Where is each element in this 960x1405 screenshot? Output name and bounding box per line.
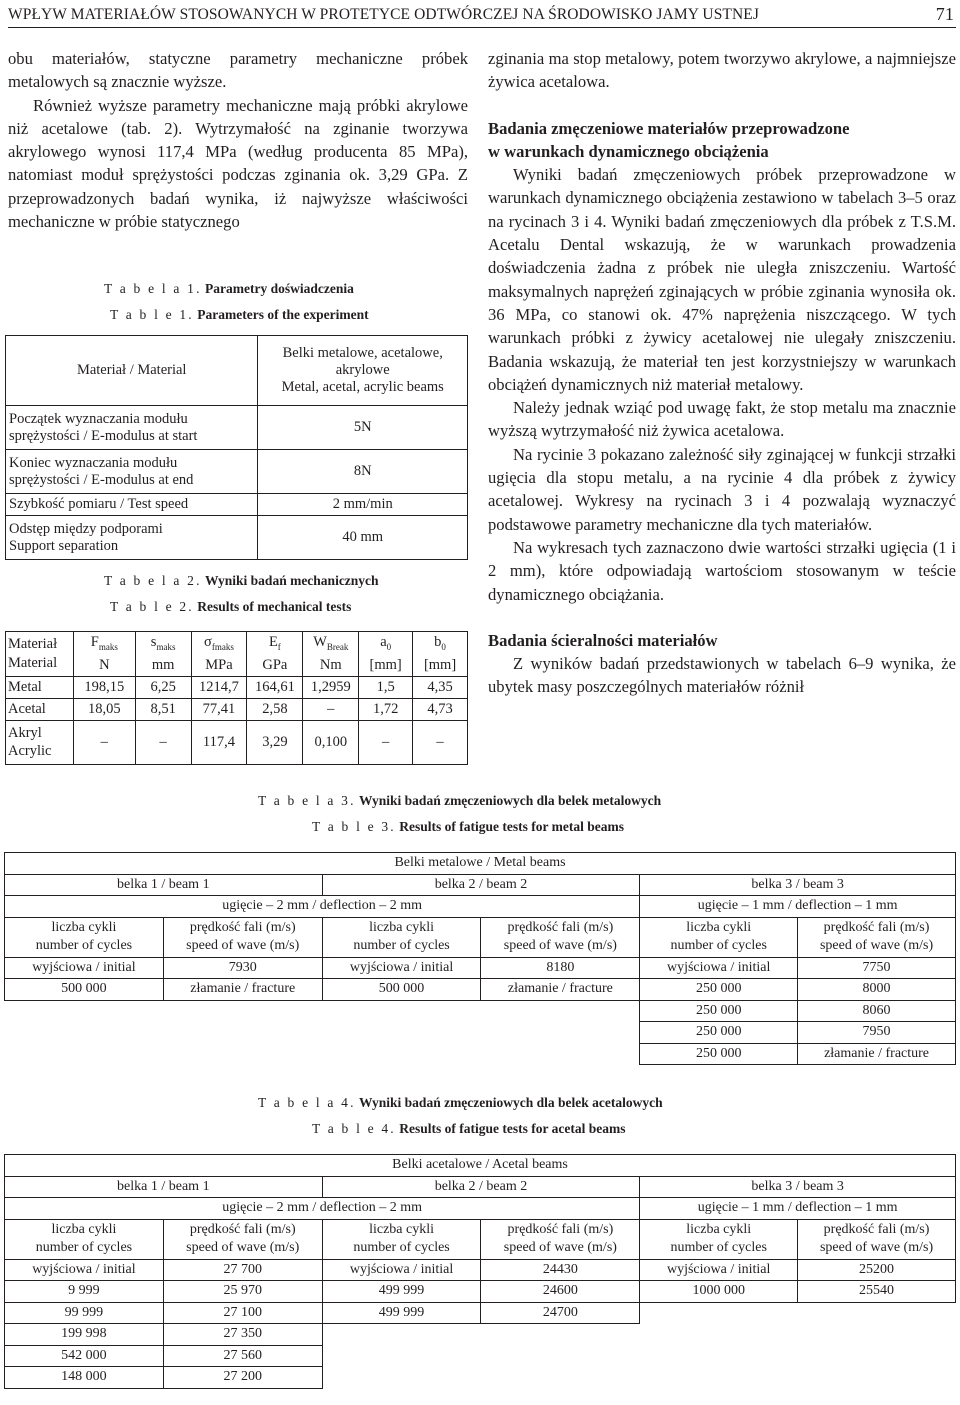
running-header xyxy=(8,3,956,28)
t2-head-f: $F_{maks}$ N xyxy=(73,632,135,677)
right-paragraph-3: Należy jednak wziąć pod uwagę fakt, że stop metalu ma znacznie wyższą wytrzymałość niż żywica acetalowa. xyxy=(488,398,956,441)
t4-beam1: belka 1 / beam 1 xyxy=(5,1176,323,1198)
t1-head-beams: Belki metalowe, acetalowe, akrylowe Metal, acetal, acrylic beams xyxy=(258,336,468,406)
t1-row-value: 40 mm xyxy=(258,516,468,560)
t1-row-value: 2 mm/min xyxy=(258,494,468,516)
page-number: 71 xyxy=(935,4,954,24)
header-title: WPŁYW MATERIAŁÓW STOSOWANYCH W PROTETYCE ODTWÓRCZEJ NA ŚRODOWISKO JAMY USTNEJ xyxy=(8,6,759,23)
table-1-parameters xyxy=(5,335,468,560)
table-2-mechanical xyxy=(5,631,468,765)
right-paragraph-5: Na wykresach tych zaznaczono dwie wartości strzałki ugięcia (1 i 2 mm), które odpowiadają wartościom stosowanym w teście dynamicznego obciążania. xyxy=(488,537,956,604)
heading-line-1: Badania zmęczeniowe materiałów przeprowadzone xyxy=(488,118,850,138)
right-paragraph-2: Wyniki badań zmęczeniowych próbek przeprowadzone w warunkach dynamicznego obciążenia zestawiono w tabelach 3–5 oraz na rycinach 3 i 4. Wyniki badań zmęczeniowych dla próbek z T.S.M. Acetalu Dental wskazują, że w warunkach prowadzenia doświadczenia żadna z próbek nie uległa zniszczeniu. Wartość maksymalnych naprężeń zginających w próbie zginania wynosiła ok. 36 MPa, co stanowi ok. 47% naprężenia niszczącego. W tych warunkach próbki z żywicy acetalowej nie ulegały zniszczeniu. Badania wskazują, że materiał ten jest korzystniejszy w warunkach obciążeń dynamicznych niż materiał metalowy. xyxy=(488,165,956,394)
t1-row-label: Początek wyznaczania modułu sprężystości / E-modulus at start xyxy=(6,406,258,450)
table-row: 542 000 27 560 xyxy=(5,1345,956,1367)
t1-row-value: 8N xyxy=(258,450,468,494)
left-paragraph-1: obu materiałów, statyczne parametry mechaniczne próbek metalowych są znacznie wyższe. xyxy=(8,49,468,92)
right-paragraph-1: zginania ma stop metalowy, potem tworzywo akrylowe, a najmniejsze żywica acetalowa. xyxy=(488,49,956,92)
table-row: 9 999 25 970 499 999 24600 1000 000 25540 xyxy=(5,1281,956,1303)
table-row: 250 000 7950 xyxy=(5,1022,956,1044)
t2-head-s: $s_{maks}$ mm xyxy=(135,632,191,677)
left-paragraph-2: Również wyższe parametry mechaniczne mają próbki akrylowe niż acetalowe (tab. 2). Wytrzymałość na zginanie tworzywa akrylowego wynosi 117,4 MPa (według producenta 85 MPa), natomiast moduł sprężystości podczas zginania ok. 3,29 GPa. Z przeprowadzonych badań wynika, iż najwyższe właściwości mechaniczne w próbie statycznego xyxy=(8,95,468,232)
t3-deflection-1mm: ugięcie – 1 mm / deflection – 1 mm xyxy=(640,896,956,918)
table-3-metal-fatigue: Belki metalowe / Metal beams belka 1 / beam 1 belka 2 / beam 2 belka 3 / beam 3 ugięcie – 2 mm / deflection – 2 mm ugięcie – 1 mm / deflection – 1 mm liczba cykli number of cycles prędkość fali (m/s) speed of wave (m/s) liczba cykli number of cycles prędkość fali (m/s) speed of wave (m/s) liczba cykli number of cycles prędkość fali (m/s) speed of wave (m/s) wyjściowa / initial 7930 wyjściowa / initial 8180 wyjściowa / initial 7750 500 000 złamanie / fracture 500 000 złamanie / fracture 250 000 8000 250 000 8060 250 000 7950 250 000 złamanie / fracture xyxy=(4,852,956,1065)
t2-head-a: $a_0$ [mm] xyxy=(359,632,413,677)
table-row: Akryl Acrylic – – 117,4 3,29 0,100 – – xyxy=(6,720,468,764)
table-row: Metal 198,15 6,25 1214,7 164,61 1,2959 1,5 4,35 xyxy=(6,676,468,698)
t2-head-sigma: $\sigma_{fmaks}$ MPa xyxy=(191,632,247,677)
t4-deflection-1mm: ugięcie – 1 mm / deflection – 1 mm xyxy=(640,1198,956,1220)
right-paragraph-6: Z wyników badań przedstawionych w tabelach 6–9 wynika, że ubytek masy poszczególnych materiałów różnił xyxy=(488,654,956,697)
table-row: Acetal 18,05 8,51 77,41 2,58 – 1,72 4,73 xyxy=(6,698,468,720)
table-row: 250 000 8060 xyxy=(5,1000,956,1022)
t1-row-label: Szybkość pomiaru / Test speed xyxy=(6,494,258,516)
heading-line-2: w warunkach dynamicznego obciążenia xyxy=(488,141,769,161)
table4-caption-en: T a b l e 4. Results of fatigue tests for acetal beams xyxy=(312,1121,626,1136)
t2-head-material: Materiał Material xyxy=(6,632,74,677)
table-row: wyjściowa / initial 27 700 wyjściowa / initial 24430 wyjściowa / initial 25200 xyxy=(5,1259,956,1281)
table-4-acetal-fatigue: Belki acetalowe / Acetal beams belka 1 / beam 1 belka 2 / beam 2 belka 3 / beam 3 ugięcie – 2 mm / deflection – 2 mm ugięcie – 1 mm / deflection – 1 mm liczba cykli number of cycles prędkość fali (m/s) speed of wave (m/s) liczba cykli number of cycles prędkość fali (m/s) speed of wave (m/s) liczba cykli number of cycles prędkość fali (m/s) speed of wave (m/s) wyjściowa / initial 27 700 wyjściowa / initial 24430 wyjściowa / initial 25200 9 999 25 970 499 999 24600 1000 000 25540 99 999 27 100 499 999 24700 199 998 27 350 542 000 27 560 148 000 27 200 xyxy=(4,1154,956,1389)
t3-title: Belki metalowe / Metal beams xyxy=(5,853,956,875)
section-heading-abrasion: Badania ścieralności materiałów xyxy=(488,630,718,650)
table-row: 250 000 złamanie / fracture xyxy=(5,1043,956,1065)
t1-row-value: 5N xyxy=(258,406,468,450)
table3-caption-en: T a b l e 3. Results of fatigue tests for metal beams xyxy=(312,819,624,834)
table4-caption-pl: T a b e l a 4. Wyniki badań zmęczeniowych dla belek acetalowych xyxy=(258,1095,663,1110)
t4-deflection-2mm: ugięcie – 2 mm / deflection – 2 mm xyxy=(5,1198,640,1220)
t2-head-b: $b_0$ [mm] xyxy=(413,632,468,677)
table3-caption-pl: T a b e l a 3. Wyniki badań zmęczeniowych dla belek metalowych xyxy=(258,793,662,808)
table1-caption-pl: T a b e l a 1. Parametry doświadczenia xyxy=(104,281,354,296)
right-paragraph-4: Na rycinie 3 pokazano zależność siły zginającej w funkcji strzałki ugięcia dla stopu metalu, a na rycinie 4 dla próbek z żywicy acetalowej. Wykresy na rycinach 3 i 4 pozwalają wyznaczyć podstawowe parametry mechaniczne dla tych materiałów. xyxy=(488,444,956,534)
table-row: 199 998 27 350 xyxy=(5,1324,956,1346)
t2-head-e: $E_f$ GPa xyxy=(247,632,303,677)
t1-row-label: Koniec wyznaczania modułu sprężystości / E-modulus at end xyxy=(6,450,258,494)
t4-beam3: belka 3 / beam 3 xyxy=(640,1176,956,1198)
table2-caption-en: T a b l e 2. Results of mechanical tests xyxy=(110,599,352,614)
right-column xyxy=(488,47,956,699)
t2-head-w: $W_{Break}$ Nm xyxy=(303,632,359,677)
t1-head-material: Materiał / Material xyxy=(6,336,258,406)
t3-deflection-2mm: ugięcie – 2 mm / deflection – 2 mm xyxy=(5,896,640,918)
t3-beam2: belka 2 / beam 2 xyxy=(322,874,640,896)
table-row: 99 999 27 100 499 999 24700 xyxy=(5,1302,956,1324)
table-row: wyjściowa / initial 7930 wyjściowa / initial 8180 wyjściowa / initial 7750 xyxy=(5,957,956,979)
section-heading-fatigue xyxy=(488,117,956,164)
left-column xyxy=(8,47,468,233)
t3-beam3: belka 3 / beam 3 xyxy=(640,874,956,896)
table1-caption-en: T a b l e 1. Parameters of the experiment xyxy=(110,307,369,322)
t1-row-label: Odstęp między podporami Support separation xyxy=(6,516,258,560)
t3-beam1: belka 1 / beam 1 xyxy=(5,874,323,896)
table2-caption-pl: T a b e l a 2. Wyniki badań mechanicznych xyxy=(104,573,379,588)
t4-beam2: belka 2 / beam 2 xyxy=(322,1176,640,1198)
table-row: 500 000 złamanie / fracture 500 000 złamanie / fracture 250 000 8000 xyxy=(5,979,956,1001)
table-row: 148 000 27 200 xyxy=(5,1367,956,1389)
t4-title: Belki acetalowe / Acetal beams xyxy=(5,1155,956,1177)
